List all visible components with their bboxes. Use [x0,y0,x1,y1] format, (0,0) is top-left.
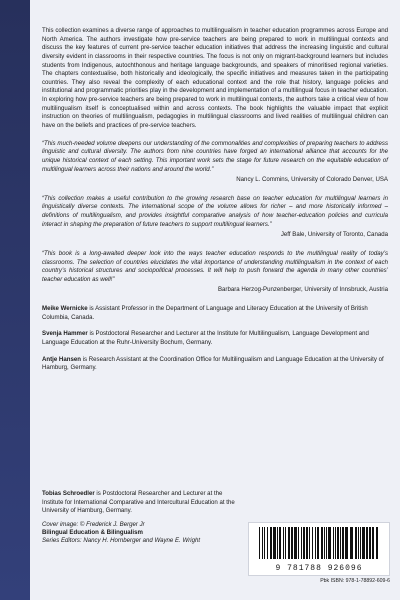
review-attribution: Jeff Bale, University of Toronto, Canada [280,231,388,239]
editor-bio [42,356,388,373]
barcode-bar [355,527,357,559]
series-title: Bilingual Education & Bilingualism [42,528,143,536]
barcode-bar [337,527,339,559]
barcode-bar [340,527,341,559]
barcode-bar [376,527,378,559]
review-1 [42,140,388,185]
barcode-number: 9 781788 926096 [275,564,363,573]
book-description: This collection examines a diverse range of approaches to multilingualism in teacher education programmes across Europe and North America. The authors investigate how pre-service teachers are being prepared to work in multilingual contexts and discuss the key features of current pre-service teacher education initiatives that address the increasing linguistic and cultural diversity evident in classrooms in their respective countries. The focus is not only on migrant-background learners but includes students from Indigenous, autochthonous and heritage language backgrounds, and speakers of minoritised regional varieties. The chapters contextualise, both historically and ideologically, the specific initiatives and measures taken in the participating countries. They also reveal the complexity of each educational context and the role that history, language policies and institutional and programmatic priorities play in the development and implementation of a multilingual focus in teacher education. In exploring how pre-service teachers are being prepared to work in multilingual contexts, the authors take a critical view of how multilingualism itself is conceptualised within and across contexts. The book highlights the valuable impact that explicit instruction on theories of multilingualism, pedagogies in multilingual classrooms and lived realities of multilingual children can have on the beliefs and practices of pre-service teachers. [42,27,388,130]
barcode-bar [298,527,299,559]
barcode-bar [288,527,290,559]
barcode-bar [345,527,348,559]
barcode-bar [315,527,316,559]
editor-bio [42,330,388,347]
editor-bio-text: is Assistant Professor in the Department of Language and Literacy Education at the University of British Columbia, Canada. [42,304,368,321]
series-editors: Series Editors: Nancy H. Hornberger and Wayne E. Wright [42,536,201,544]
barcode-bar [312,527,313,559]
review-2 [42,195,388,240]
barcode-bar [321,527,323,559]
review-attribution: Nancy L. Commins, University of Colorado Denver, USA [236,176,388,184]
editor-bio-text: is Postdoctoral Researcher and Lecturer at the Institute for Multilingualism, Language Development and Language Education at the Ruhr-University Bochum, Germany. [42,330,369,346]
barcode-bar [283,527,284,559]
editor-name: Meike Wernicke [42,304,88,312]
barcode-bar [317,527,319,559]
barcode-bar [369,527,371,559]
barcode-bar [333,527,334,559]
barcode-bar [264,527,265,559]
barcode-bar [291,527,293,559]
barcode-bar [350,527,353,559]
barcode-bar [360,527,361,559]
barcode-bar [267,527,268,559]
barcode [248,522,390,576]
barcode-bar [277,527,278,559]
barcode-icon [249,523,389,563]
isbn-label: Pbk ISBN: 978-1-78892-609-6 [320,578,390,584]
barcode-bar [294,527,297,559]
barcode-bar [262,527,263,559]
barcode-bar [273,527,276,559]
cover-image-credit: Cover image: © Frederick J. Berger Jr [42,520,145,528]
barcode-bar [326,527,327,559]
editor-name: Svenja Hammer [42,330,88,338]
review-attribution: Barbara Herzog-Punzenberger, University of Innsbruck, Austria [217,286,388,294]
editor-bio-text: is Postdoctoral Researcher and Lecturer at the Institute for International Comparative and Intercultural Education at the University of Hamburg, Germany. [42,490,235,515]
barcode-bar [372,527,374,559]
barcode-bar [328,527,331,559]
barcode-bar [358,527,359,559]
barcode-bar [342,527,344,559]
editor-name: Antje Hansen [42,355,81,363]
barcode-bar [306,527,308,559]
editor-bio [42,490,242,516]
review-3 [42,250,388,295]
barcode-bar [285,527,286,559]
barcode-bar [270,527,272,559]
cover-edge-strip [0,0,30,600]
barcode-bar [324,527,325,559]
review-quote: “This book is a long-awaited deeper look into the ways teacher education responds to the multilingual reality of today’s classrooms. The selection of countries elucidates the vital importance of understanding multilingualism in the context of each country’s historical structures and sociopolitical processes. It will help to push forward the agenda in many other countries’ teacher education as well!” [42,249,388,283]
editor-name: Tobias Schroedler [42,490,95,497]
barcode-bar [366,527,368,559]
review-quote: “This much-needed volume deepens our understanding of the commonalities and complexities of preparing teachers to address linguistic and cultural diversity. The authors from nine countries have forged an international alliance that accounts for the unique historical context of each setting. This important work sets the stage for future research on the equitable education of multilingual learners across their nations and around the world.” [42,139,388,173]
text-panel [30,0,400,600]
barcode-bar [309,527,310,559]
barcode-bar [362,527,365,559]
review-quote: “This collection makes a useful contribution to the growing research base on teacher education for multilingual learners in linguistically diverse contexts. The international scope of the volume allows for richer – and more historically informed – definitions of multilingualism, and provides insightful comparative analysis of how teacher-education policies and curricula interact in shaping the preparation of future teachers to support multilingual learners.” [42,194,388,228]
barcode-bar [335,527,336,559]
barcode-bar [303,527,305,559]
barcode-bar [259,527,260,559]
editor-bio [42,305,388,322]
barcode-bar [301,527,302,559]
editor-bio-text: is Research Assistant at the Coordination Office for Multilingualism and Language Education at the University of Hamburg, Germany. [42,355,384,372]
barcode-bar [279,527,281,559]
